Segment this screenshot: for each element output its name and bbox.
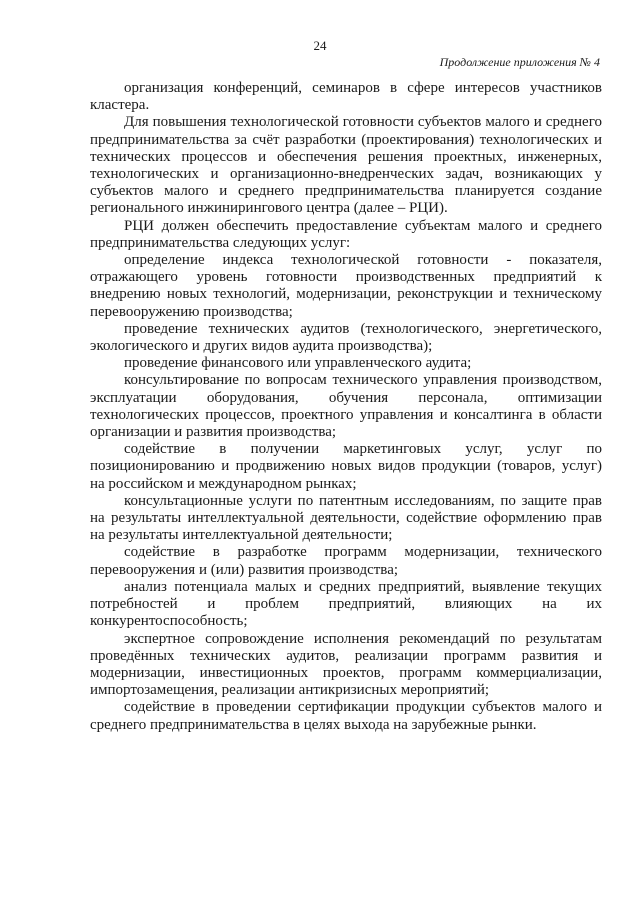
- paragraph-rci-intro: Для повышения технологической готовности субъектов малого и среднего предпринимательства за счёт разработки (проектирования) технологических и технических процессов и обеспечения решения проектных, инженерных, технологических и организационно-внедренческих задач, возникающих у субъектов малого и среднего предпринимательства планируется создание регионального инжинирингового центра (далее – РЦИ).: [90, 114, 602, 217]
- list-item: определение индекса технологической готовности - показателя, отражающего уровень готовности производственных предприятий к внедрению новых технологий, модернизации, реконструкции и техническому перевооружению производства;: [90, 252, 602, 320]
- list-item: консультационные услуги по патентным исследованиям, по защите прав на результаты интеллектуальной деятельности, содействие оформлению прав на результаты интеллектуальной деятельности;: [90, 492, 602, 544]
- list-item: содействие в проведении сертификации продукции субъектов малого и среднего предпринимательства в целях выхода на зарубежные рынки.: [90, 699, 602, 733]
- page-number: 24: [313, 38, 327, 53]
- annex-continuation-note: Продолжение приложения № 4: [439, 55, 600, 69]
- list-item: анализ потенциала малых и средних предприятий, выявление текущих потребностей и проблем предприятий, влияющих на их конкурентоспособность;: [90, 578, 602, 630]
- list-item: содействие в разработке программ модернизации, технического перевооружения и (или) развития производства;: [90, 544, 602, 578]
- list-item: экспертное сопровождение исполнения рекомендаций по результатам проведённых технических аудитов, реализации программ развития и модернизации, инвестиционных проектов, программ коммерциализации, импортозамещения, реализации антикризисных мероприятий;: [90, 630, 602, 699]
- list-item: содействие в получении маркетинговых услуг, услуг по позиционированию и продвижению новых видов продукции (товаров, услуг) на российском и международном рынках;: [90, 441, 602, 492]
- paragraph-rci-services: РЦИ должен обеспечить предоставление субъектам малого и среднего предпринимательства следующих услуг:: [90, 217, 602, 251]
- paragraph-conferences: организация конференций, семинаров в сфере интересов участников кластера.: [90, 80, 602, 114]
- document-body: [90, 80, 602, 734]
- list-item: проведение технических аудитов (технологического, энергетического, экологического и других видов аудита производства);: [90, 320, 602, 355]
- list-item: консультирование по вопросам технического управления производством, эксплуатации оборудования, обучения персонала, оптимизации технологических процессов, проектного управления и консалтинга в области организации и развития производства;: [90, 372, 602, 441]
- list-item: проведение финансового или управленческого аудита;: [124, 355, 472, 372]
